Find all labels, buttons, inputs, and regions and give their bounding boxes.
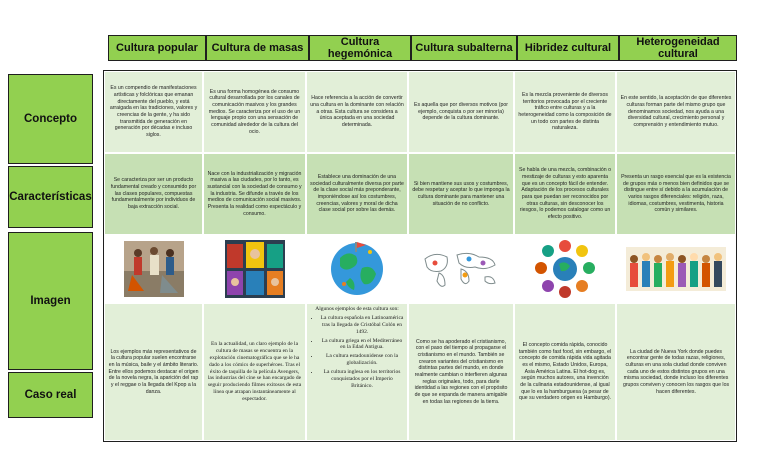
- image-cell-masas: [203, 235, 306, 303]
- caracteristicas-cell: Se caracteriza por ser un producto fundamental creado y consumido por las clases populares, compuestas fundamentalmente por individuos de baja extracción social.: [104, 153, 203, 235]
- col-header-cultura-subalterna: Cultura subalterna: [411, 35, 517, 61]
- caracteristicas-cell: Nace con la industrialización y migración masiva a las ciudades, por lo tanto, es sustancial con la sociedad de consumo y la industria. Se difunde a través de los medios de comunicación social masivos. Presenta la realidad como espectáculo y consumo.: [203, 153, 306, 235]
- caso-real-cell: Los ejemplos más representativos de la cultura popular suelen encontrarse en la música, baile y el ámbito literario. Entre ellos podemos destacar el origen de la novela negra, la aparición del rap y el reggae o la llegada del Kpop a la danza.: [104, 303, 203, 441]
- dancers-photo: [124, 241, 184, 297]
- superheroes-collage: [225, 240, 285, 298]
- world-food-circle: [532, 238, 598, 300]
- list-item: • La cultura griega en el Mediterráneo en la Edad Antigua.: [320, 338, 404, 352]
- row-label-concepto: Concepto: [8, 74, 93, 164]
- image-cell-popular: [104, 235, 203, 303]
- row-label-caso-real: Caso real: [8, 372, 93, 418]
- concepto-cell: Es la mezcla proveniente de diversos territorios provocada por el creciente tráfico entre culturas y a la heterogeneidad como la composición de un todo con partes de distinta naturaleza.: [514, 71, 616, 153]
- caso-real-intro: Algunos ejemplos de esta cultura son:: [315, 306, 399, 312]
- caso-real-cell: En la actualidad, un claro ejemplo de la cultura de masas se encuentra en la explotación cinematográfica que se le ha dado a los cómics de superhéroes. Tras el éxito de taquilla de la película Avengers, las industrias del cine se han encargado de seguir produciendo filmes exitosos de esta línea que atrapan instantáneamente al espectador.: [203, 303, 306, 441]
- row-label-caracteristicas: Características: [8, 166, 93, 228]
- caso-real-cell: El concepto comida rápida, conocido también como fast food, sin embargo, el concepto de comida rápida vida agitada es el mismo, Estado Unidos, Europa, Asia América Latina. El hot-dog es, según muchos autores, una invención de la culinaria estadounidense, al igual que lo es la hamburguesa (a pesar de que su verdadero origen es Hamburgo).: [514, 303, 616, 441]
- world-map-drawing: [419, 245, 503, 293]
- image-cell-hegemonica: [306, 235, 408, 303]
- globe-illustration: [326, 238, 388, 300]
- caso-real-cell: Como se ha apoderado el cristianismo, con el paso del tiempo al propagarse el cristianismo en el mundo. También se crearon variantes del cristianismo en distintas partes del mundo, en donde realmente cambian o interfieren algunas reglas originales, todo, para darle identidad a las regiones con el propósito de que se expanda de manera amigable en todas las regiones de la tierra.: [408, 303, 514, 441]
- row-label-imagen: Imagen: [8, 232, 93, 370]
- list-item: • La cultura española en Latinoamérica tras la llegada de Cristóbal Colón en 1492.: [320, 315, 404, 336]
- image-cell-hibridez: [514, 235, 616, 303]
- diverse-crowd-illustration: [626, 247, 726, 291]
- caracteristicas-cell: Se habla de una mezcla, combinación o mestizaje de culturas y esto aparenta que es un concepto fácil de entender. Adaptación de los procesos culturales para que puedan ser reconocidos por otras culturas, sin desconocer los riesgos, lo podemos catalogar como un efecto positivo.: [514, 153, 616, 235]
- concepto-cell: Es una forma homogénea de consumo cultural desarrollada por los canales de comunicación masivos y los grandes medios. Se caracteriza por el uso de un lenguaje propio con una sensación de comunidad alrededor de la cultura del ocio.: [203, 71, 306, 153]
- concepto-cell: Hace referencia a la acción de convertir una cultura en la dominante con relación a otras. Esta cultura se considera a única aceptada en una sociedad determinada.: [306, 71, 408, 153]
- concepto-cell: Es un compendio de manifestaciones artísticas y folclóricas que emanan directamente del pueblo, y está arraigada en las tradiciones, valores y creencias de la gente, y ha sido transmitida de generación en generación por décadas e incluso siglos.: [104, 71, 203, 153]
- col-header-cultura-popular: Cultura popular: [108, 35, 206, 61]
- col-header-cultura-masas: Cultura de masas: [206, 35, 309, 61]
- caso-real-cell: La ciudad de Nueva York donde puedes encontrar gente de todas razas, religiones, culturas en una sola ciudad donde conviven cada uno de estos distintos grupos en una misma sociedad, donde incluso los diferentes grupos conviven y conocen los rasgos que los hacen diferentes.: [616, 303, 736, 441]
- image-cell-subalterna: [408, 235, 514, 303]
- concepto-cell: En este sentido, la aceptación de que diferentes culturas forman parte del mismo grupo que denominamos sociedad, nos ayuda a una diversidad cultural, crecimiento personal y comprensión y entendimiento mutuo.: [616, 71, 736, 153]
- caracteristicas-cell: Presenta un rasgo esencial que es la existencia de grupos más o menos bien definidos que se distingue entre sí debido a la acumulación de varios rasgos diferenciales: religión, raza, idiomas, costumbres, vestimenta, historia común y similares.: [616, 153, 736, 235]
- image-cell-heterogeneidad: [616, 235, 736, 303]
- caso-real-cell-hegemonica: [306, 303, 408, 441]
- caracteristicas-cell: Establece una dominación de una sociedad culturalmente diversa por parte de la clase social más preponderante, imponiéndose así los costumbres, creencias, valores y moral de dicha clase social por sobre las demás.: [306, 153, 408, 235]
- content-grid: [103, 70, 737, 442]
- caracteristicas-cell: Si bien mantiene sus usos y costumbres, debe respetar y aceptar lo que imponga la cultura dominante para mantener una situación de no conflicto.: [408, 153, 514, 235]
- list-item: • La cultura estadounidense con la globalización.: [320, 353, 404, 367]
- col-header-heterogeneidad-cultural: Heterogeneidad cultural: [619, 35, 737, 61]
- caso-real-list: [310, 315, 404, 390]
- col-header-hibridez-cultural: Hibridez cultural: [517, 35, 619, 61]
- concepto-cell: Es aquella que por diversos motivos (por ejemplo, conquista o por ser minoría) depende de la cultura dominante.: [408, 71, 514, 153]
- col-header-cultura-hegemonica: Cultura hegemónica: [309, 35, 411, 61]
- list-item: • La cultura inglesa en los territorios conquistados por el Imperio Británico.: [320, 369, 404, 390]
